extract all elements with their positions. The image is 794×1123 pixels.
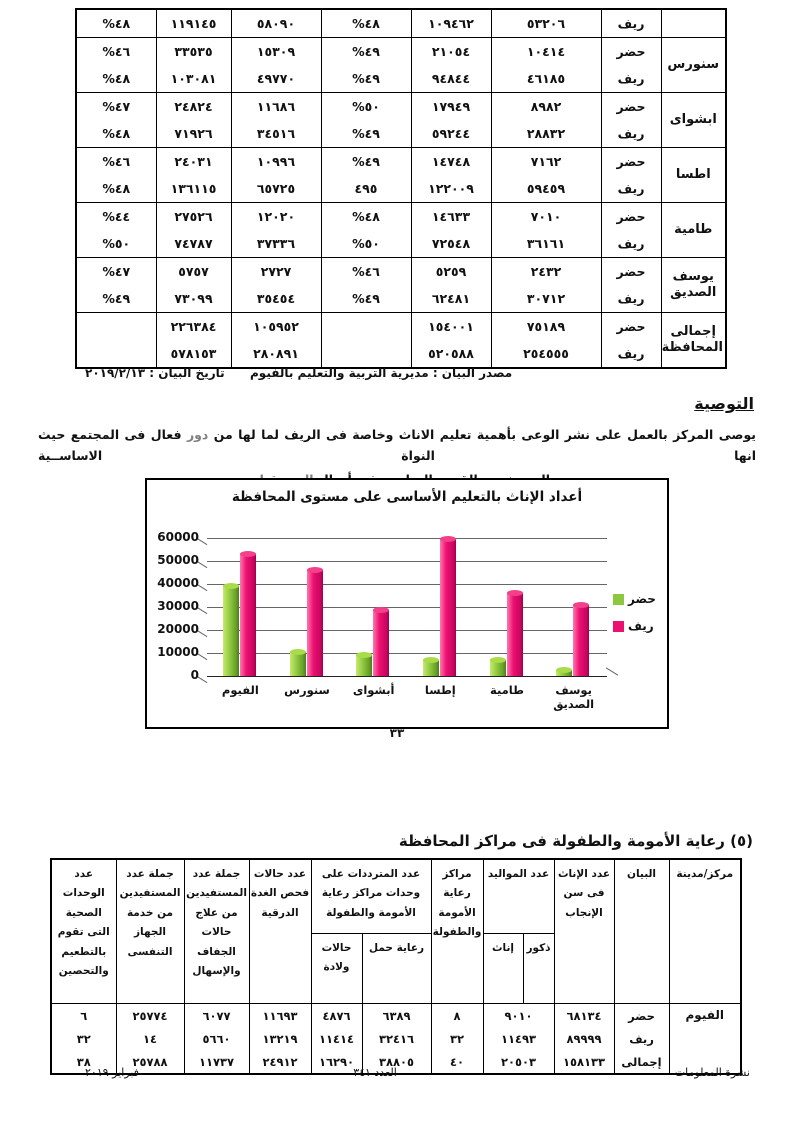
value-cell: ٤٧% bbox=[76, 258, 156, 286]
value-cell: ٥٣٢٠٦ bbox=[491, 9, 601, 38]
legend-swatch-icon bbox=[613, 621, 624, 632]
value-cell: ٦ bbox=[51, 1004, 116, 1028]
y-axis-tick-label: 60000 bbox=[157, 530, 199, 544]
chart-bar-reef bbox=[573, 605, 589, 676]
value-cell: ٣٧٣٣٦ bbox=[231, 230, 321, 258]
table-row bbox=[76, 175, 726, 203]
value-cell: ٣٣٥٣٥ bbox=[156, 38, 231, 66]
district-name-cell: اطسا bbox=[661, 148, 726, 203]
value-cell: ٢٧٥٢٦ bbox=[156, 203, 231, 231]
area-cell: حضر bbox=[601, 313, 661, 341]
value-cell: ٧٣٠٩٩ bbox=[156, 285, 231, 313]
value-cell: ٢٧٢٧ bbox=[231, 258, 321, 286]
value-cell: ٢٤٩١٢ bbox=[249, 1050, 311, 1074]
value-cell: ٢٤٨٢٤ bbox=[156, 93, 231, 121]
column-header: البيان bbox=[614, 859, 669, 1004]
value-cell: ٧٢٥٤٨ bbox=[411, 230, 491, 258]
value-cell bbox=[76, 340, 156, 368]
value-cell: ٣٨٨٠٥ bbox=[362, 1050, 431, 1074]
value-cell: ١١٤١٤ bbox=[311, 1027, 362, 1050]
table-row bbox=[76, 65, 726, 93]
recommendation-text: يوصى المركز بالعمل على نشر الوعى بأهمية تعليم الاناث وخاصة فى الريف لما لها من bbox=[208, 427, 756, 442]
value-cell: ٢٠٥٠٣ bbox=[483, 1050, 554, 1074]
x-axis-category-label: أبشواى bbox=[352, 683, 395, 697]
value-cell: ١١٧٣٧ bbox=[184, 1050, 249, 1074]
column-header: عدد الإناث فى سن الإنجاب bbox=[554, 859, 614, 1004]
column-header: عدد الوحدات الصحية التى تقوم بالتطعيم والتحصين bbox=[51, 859, 116, 1004]
value-cell: ٥٠% bbox=[321, 93, 411, 121]
district-name-cell: إجمالى المحافظة bbox=[661, 313, 726, 369]
chart-gridline bbox=[207, 584, 607, 585]
chart-gridline bbox=[207, 538, 607, 539]
header-row bbox=[51, 859, 741, 934]
value-cell: ٤٤% bbox=[76, 203, 156, 231]
chart-gridline bbox=[207, 630, 607, 631]
value-cell bbox=[321, 313, 411, 341]
bar-chart bbox=[145, 478, 669, 729]
value-cell: ٦٣٨٩ bbox=[362, 1004, 431, 1028]
value-cell: ١٣٦١١٥ bbox=[156, 175, 231, 203]
x-axis-category-label: يوسف الصديق bbox=[553, 683, 595, 712]
value-cell: ٦٠٧٧ bbox=[184, 1004, 249, 1028]
column-header: حالات ولادة bbox=[311, 934, 362, 1004]
chart-bar-reef bbox=[440, 539, 456, 676]
value-cell: ٤٨% bbox=[76, 175, 156, 203]
value-cell: ٤٨% bbox=[76, 120, 156, 148]
value-cell: ١٠٣٠٨١ bbox=[156, 65, 231, 93]
footer-date: فبراير ٢٠١٩ bbox=[85, 1066, 139, 1079]
value-cell: ١٥٨١٣٣ bbox=[554, 1050, 614, 1074]
value-cell: ٤٩% bbox=[321, 285, 411, 313]
district-name-cell: طامية bbox=[661, 203, 726, 258]
value-cell: ١٥٤٠٠١ bbox=[411, 313, 491, 341]
chart-bar-reef bbox=[373, 610, 389, 676]
legend-swatch-icon bbox=[613, 594, 624, 605]
value-cell: ٤٩% bbox=[321, 38, 411, 66]
table-row bbox=[76, 148, 726, 176]
chart-bar-reef bbox=[240, 554, 256, 676]
value-cell: ٣٥٤٥٤ bbox=[231, 285, 321, 313]
value-cell: ٤٩% bbox=[321, 65, 411, 93]
column-header: مركز/مدينة bbox=[669, 859, 741, 1004]
value-cell: ١٠٩٩٦ bbox=[231, 148, 321, 176]
value-cell: ٥٢٥٩ bbox=[411, 258, 491, 286]
area-cell: ريف bbox=[601, 175, 661, 203]
y-axis-tick-label: 50000 bbox=[157, 553, 199, 567]
value-cell: ١٣٢١٩ bbox=[249, 1027, 311, 1050]
value-cell: ٢١٠٥٤ bbox=[411, 38, 491, 66]
value-cell: ٩٠١٠ bbox=[483, 1004, 554, 1028]
value-cell bbox=[76, 313, 156, 341]
statement-cell: حضر bbox=[614, 1004, 669, 1028]
footer-issue-number: العدد ٣٤١ bbox=[353, 1066, 397, 1079]
value-cell: ٤٨% bbox=[76, 65, 156, 93]
value-cell: ٤٨٧٦ bbox=[311, 1004, 362, 1028]
value-cell: ٣٠٧١٢ bbox=[491, 285, 601, 313]
value-cell: ٥٠% bbox=[76, 230, 156, 258]
recommendation-heading: التوصية bbox=[694, 394, 754, 413]
value-cell: ١٠٥٩٥٢ bbox=[231, 313, 321, 341]
value-cell: ٥٩٤٥٩ bbox=[491, 175, 601, 203]
chart-bar-hadar bbox=[290, 652, 306, 676]
chart-bar-reef bbox=[507, 593, 523, 676]
chart-gridline bbox=[207, 607, 607, 608]
table-row bbox=[76, 38, 726, 66]
value-cell: ٥٢٠٥٨٨ bbox=[411, 340, 491, 368]
value-cell: ٢٥٧٨٨ bbox=[116, 1050, 184, 1074]
chart-bar-hadar bbox=[490, 660, 506, 676]
table-row bbox=[76, 258, 726, 286]
value-cell: ٤٦١٨٥ bbox=[491, 65, 601, 93]
area-cell: ريف bbox=[601, 285, 661, 313]
area-cell: حضر bbox=[601, 38, 661, 66]
x-axis-category-label: طامية bbox=[490, 683, 524, 697]
value-cell: ٦٥٧٢٥ bbox=[231, 175, 321, 203]
value-cell: ٤٨% bbox=[321, 203, 411, 231]
value-cell: ٤٧% bbox=[76, 93, 156, 121]
value-cell: ٣٢ bbox=[51, 1027, 116, 1050]
chart-floor-edge bbox=[606, 667, 618, 675]
value-cell: ٥٠% bbox=[321, 230, 411, 258]
value-cell: ٤٦% bbox=[76, 148, 156, 176]
value-cell: ١٦٢٩٠ bbox=[311, 1050, 362, 1074]
district-name-cell: الفيوم bbox=[669, 1004, 741, 1075]
value-cell: ٥٩٢٤٤ bbox=[411, 120, 491, 148]
value-cell: ٨ bbox=[431, 1004, 483, 1028]
value-cell: ٤٦% bbox=[76, 38, 156, 66]
y-axis-tick-label: 40000 bbox=[157, 576, 199, 590]
value-cell: ٢٨٠٨٩١ bbox=[231, 340, 321, 368]
page-number: ٣٣ bbox=[389, 726, 405, 740]
table-row bbox=[76, 203, 726, 231]
value-cell: ١٥٣٠٩ bbox=[231, 38, 321, 66]
value-cell: ٢٥٧٧٤ bbox=[116, 1004, 184, 1028]
value-cell: ٦٢٤٨١ bbox=[411, 285, 491, 313]
maternity-table bbox=[50, 858, 742, 1075]
table-row bbox=[76, 93, 726, 121]
column-header: عدد المترددات على وحدات مراكز رعاية الأمومة والطفولة bbox=[311, 859, 431, 934]
footer-bulletin-name: نشرة المعلومات bbox=[674, 1066, 750, 1079]
area-cell: ريف bbox=[601, 9, 661, 38]
x-axis-category-label: إطسا bbox=[424, 683, 456, 697]
value-cell: ٤٩% bbox=[76, 285, 156, 313]
data-date-label: تاريخ البيان : ٢٠١٩/٢/١٣ bbox=[85, 366, 225, 380]
district-name-cell: سنورس bbox=[661, 38, 726, 93]
area-cell: حضر bbox=[601, 93, 661, 121]
statement-cell: ريف bbox=[614, 1027, 669, 1050]
recommendation-text: فعال فى المجتمع حيث انها النواة الاساســية bbox=[38, 427, 756, 463]
table-row bbox=[51, 1027, 741, 1050]
value-cell: ١١٦٩٣ bbox=[249, 1004, 311, 1028]
table-row bbox=[76, 120, 726, 148]
value-cell bbox=[321, 340, 411, 368]
data-source-label: مصدر البيان : مديرية التربية والتعليم بالفيوم bbox=[250, 366, 513, 380]
value-cell: ٨٩٩٩٩ bbox=[554, 1027, 614, 1050]
y-axis-tick-label: 20000 bbox=[157, 622, 199, 636]
value-cell: ١٢٠٢٠ bbox=[231, 203, 321, 231]
district-name-cell: يوسف الصديق bbox=[661, 258, 726, 313]
table-row bbox=[76, 285, 726, 313]
column-header: جملة عدد المستفيدين من خدمة الجهاز التنفسى bbox=[116, 859, 184, 1004]
area-cell: حضر bbox=[601, 203, 661, 231]
value-cell: ٢٢٦٣٨٤ bbox=[156, 313, 231, 341]
column-header: عدد المواليد bbox=[483, 859, 554, 934]
value-cell: ٥٧٥٧ bbox=[156, 258, 231, 286]
value-cell: ١١٩١٤٥ bbox=[156, 9, 231, 38]
value-cell: ١١٤٩٣ bbox=[483, 1027, 554, 1050]
value-cell: ٣٦١٦١ bbox=[491, 230, 601, 258]
chart-bar-hadar bbox=[356, 655, 372, 676]
value-cell: ١١٦٨٦ bbox=[231, 93, 321, 121]
value-cell: ١٤٦٣٣ bbox=[411, 203, 491, 231]
column-header: جملة عدد المستفيدين من علاج حالات الجفاف والإسهال bbox=[184, 859, 249, 1004]
value-cell: ٤٩٧٧٠ bbox=[231, 65, 321, 93]
value-cell: ٢٤٠٣١ bbox=[156, 148, 231, 176]
table-row bbox=[76, 9, 726, 38]
legend-item bbox=[613, 619, 656, 633]
area-cell: ريف bbox=[601, 120, 661, 148]
y-axis-tick-label: 0 bbox=[190, 668, 199, 682]
value-cell: ١٤ bbox=[116, 1027, 184, 1050]
table-row bbox=[51, 1004, 741, 1028]
column-header: ذكور bbox=[523, 934, 554, 1004]
table-row bbox=[76, 340, 726, 368]
area-cell: حضر bbox=[601, 258, 661, 286]
value-cell: ٣٢٤١٦ bbox=[362, 1027, 431, 1050]
value-cell: ٣٤٥١٦ bbox=[231, 120, 321, 148]
value-cell: ٥٦٦٠ bbox=[184, 1027, 249, 1050]
chart-gridline bbox=[207, 561, 607, 562]
value-cell: ٧٥١٨٩ bbox=[491, 313, 601, 341]
value-cell: ١٢٢٠٠٩ bbox=[411, 175, 491, 203]
value-cell: ٩٤٨٤٤ bbox=[411, 65, 491, 93]
value-cell: ٤٩% bbox=[321, 148, 411, 176]
value-cell: ٣٨ bbox=[51, 1050, 116, 1074]
value-cell: ٤٦% bbox=[321, 258, 411, 286]
value-cell: ٤٠ bbox=[431, 1050, 483, 1074]
value-cell: ٢٥٤٥٥٥ bbox=[491, 340, 601, 368]
value-cell: ٤٩% bbox=[321, 120, 411, 148]
value-cell: ٣٢ bbox=[431, 1027, 483, 1050]
chart-bar-hadar bbox=[423, 660, 439, 676]
value-cell: ٤٨% bbox=[76, 9, 156, 38]
value-cell: ١٠٤١٤ bbox=[491, 38, 601, 66]
chart-bar-hadar bbox=[556, 670, 572, 676]
legend-label: حضر bbox=[628, 592, 656, 606]
y-axis-tick-label: 10000 bbox=[157, 645, 199, 659]
x-axis-category-label: سنورس bbox=[284, 683, 330, 697]
chart-legend bbox=[613, 592, 656, 633]
value-cell: ٢٨٨٣٢ bbox=[491, 120, 601, 148]
chart-title: أعداد الإناث بالتعليم الأساسى على مستوى المحافظة bbox=[231, 489, 583, 505]
column-header: عدد حالات فحص الغدة الدرقية bbox=[249, 859, 311, 1004]
maternity-table-title: (٥) رعاية الأمومة والطفولة فى مراكز المحافظة bbox=[398, 832, 753, 850]
legend-item bbox=[613, 592, 656, 606]
value-cell: ١٠٩٤٦٢ bbox=[411, 9, 491, 38]
recommendation-line-1 bbox=[38, 424, 756, 466]
value-cell: ٧١٦٢ bbox=[491, 148, 601, 176]
legend-label: ريف bbox=[628, 619, 654, 633]
column-header: رعاية حمل bbox=[362, 934, 431, 1004]
area-cell: ريف bbox=[601, 230, 661, 258]
value-cell: ٤٨% bbox=[321, 9, 411, 38]
y-axis-tick-label: 30000 bbox=[157, 599, 199, 613]
column-header: إناث bbox=[483, 934, 523, 1004]
education-table bbox=[75, 8, 727, 369]
area-cell: ريف bbox=[601, 340, 661, 368]
value-cell: ٦٨١٣٤ bbox=[554, 1004, 614, 1028]
value-cell: ٨٩٨٢ bbox=[491, 93, 601, 121]
chart-bar-hadar bbox=[223, 586, 239, 676]
value-cell: ٢٤٣٢ bbox=[491, 258, 601, 286]
x-axis-category-label: الفيوم bbox=[221, 683, 259, 697]
value-cell: ١٧٩٤٩ bbox=[411, 93, 491, 121]
value-cell: ٤٩٥ bbox=[321, 175, 411, 203]
area-cell: ريف bbox=[601, 65, 661, 93]
column-header: مراكز رعاية الأمومة والطفولة bbox=[431, 859, 483, 1004]
value-cell: ٧٤٧٨٧ bbox=[156, 230, 231, 258]
value-cell: ٥٨٠٩٠ bbox=[231, 9, 321, 38]
table-row bbox=[76, 230, 726, 258]
chart-gridline bbox=[207, 653, 607, 654]
district-name-cell: ابشواى bbox=[661, 93, 726, 148]
district-name-cell bbox=[661, 9, 726, 38]
chart-gridline bbox=[207, 676, 607, 677]
recommendation-highlight-word: دور bbox=[186, 427, 209, 442]
chart-bar-reef bbox=[307, 570, 323, 676]
statement-cell: إجمالى bbox=[614, 1050, 669, 1074]
value-cell: ٧٠١٠ bbox=[491, 203, 601, 231]
value-cell: ١٤٧٤٨ bbox=[411, 148, 491, 176]
area-cell: حضر bbox=[601, 148, 661, 176]
value-cell: ٥٧٨١٥٣ bbox=[156, 340, 231, 368]
table-row bbox=[76, 313, 726, 341]
value-cell: ٧١٩٢٦ bbox=[156, 120, 231, 148]
